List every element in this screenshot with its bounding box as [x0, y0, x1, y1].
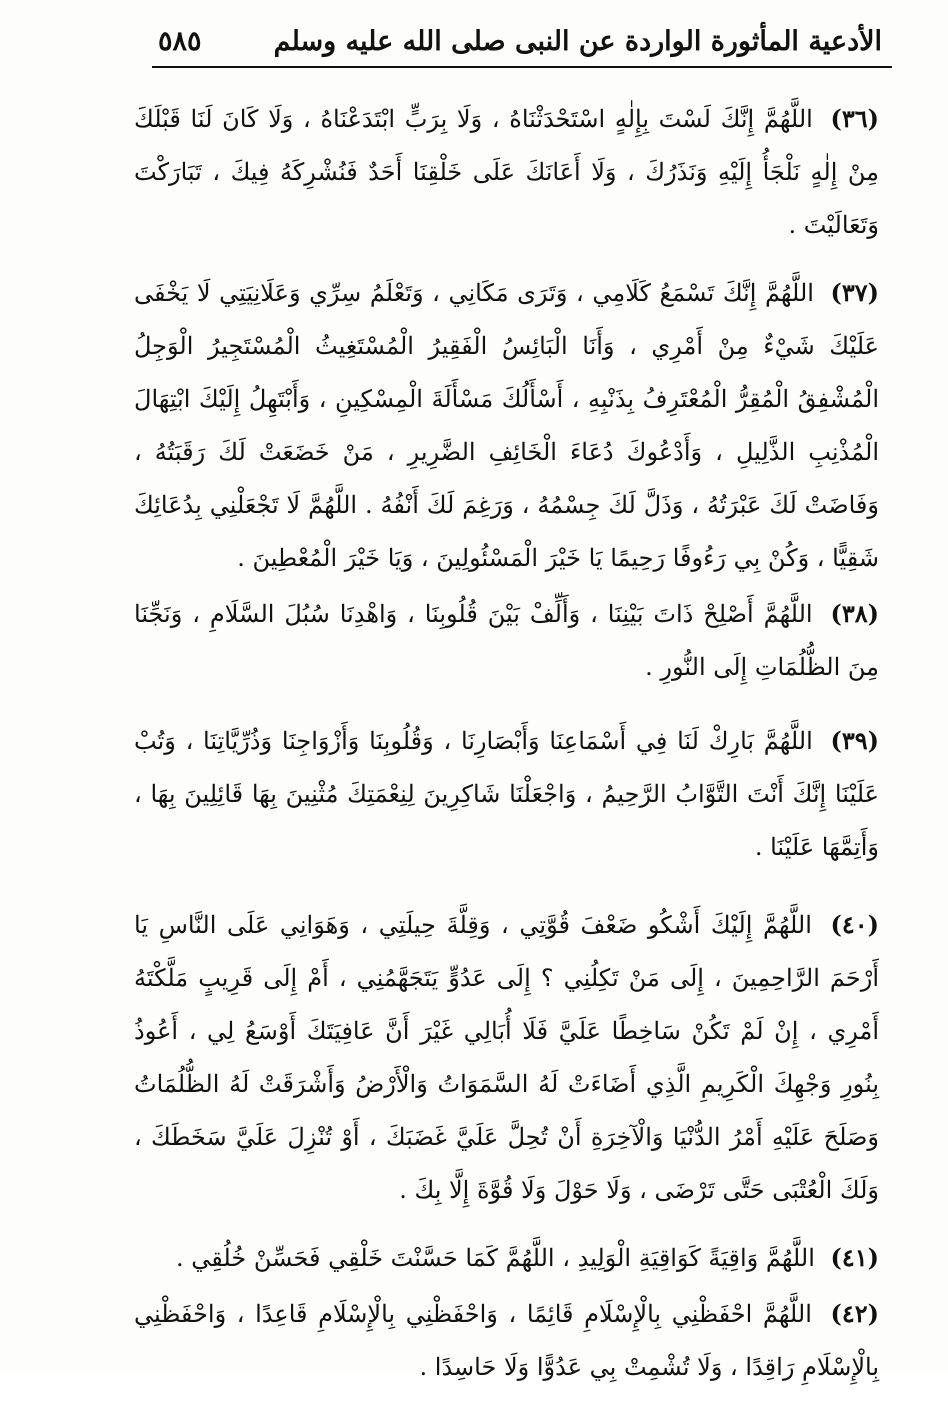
supplication-number: (٤٢) — [830, 1299, 879, 1328]
supplication-text: اللَّهُمَّ أَصْلِحْ ذَاتَ بَيْنِنَا ، وَأَلِّفْ بَيْنَ قُلُوبِنَا ، وَاهْدِنَا سُبُلَ السَّلَامِ ، وَنَجِّنَا مِنَ الظُّلُمَاتِ إِلَى النُّورِ . — [134, 600, 879, 681]
supplication-number: (٣٧) — [830, 278, 879, 307]
supplication-text: اللَّهُمَّ إِلَيْكَ أَشْكُو ضَعْفَ قُوَّتِي ، وَقِلَّةَ حِيلَتِي ، وَهَوَانِي عَلَى النَّاسِ يَا أَرْحَمَ الرَّاحِمِينَ ، إِلَى مَنْ تَكِلُنِي ؟ إِلَى عَدُوٍّ يَتَجَهَّمُنِي ، أَمْ إِلَى قَرِيبٍ مَلَّكْتَهُ أَمْرِي ، إِنْ لَمْ تَكُنْ سَاخِطًا عَلَيَّ فَلَا أُبَالِي غَيْرَ أَنَّ عَافِيَتَكَ أَوْسَعُ لِي ، أَعُوذُ بِنُورِ وَجْهِكَ الْكَرِيمِ الَّذِي أَضَاءَتْ لَهُ السَّمَوَاتُ وَالْأَرْضُ وَأَشْرَقَتْ لَهُ الظُّلُمَاتُ وَصَلَحَ عَلَيْهِ أَمْرُ الدُّنْيَا وَالْآخِرَةِ أَنْ تُحِلَّ عَلَيَّ غَضَبَكَ ، أَوْ تُنْزِلَ عَلَيَّ سَخَطَكَ ، وَلَكَ الْعُتْبَى حَتَّى تَرْضَى ، وَلَا حَوْلَ وَلَا قُوَّةَ إِلَّا بِكَ . — [134, 911, 879, 1204]
supplication-number: (٤١) — [830, 1243, 879, 1272]
page-number: ٥٨٥ — [158, 26, 202, 57]
supplications-list — [134, 92, 879, 1402]
supplication-text: اللَّهُمَّ إِنَّكَ لَسْتَ بِإِلٰهٍ اسْتَحْدَثْنَاهُ ، وَلَا بِرَبٍّ ابْتَدَعْنَاهُ ، وَلَا كَانَ لَنَا قَبْلَكَ مِنْ إِلٰهٍ نَلْجَأُ إِلَيْهِ وَنَذَرُكَ ، وَلَا أَعَانَكَ عَلَى خَلْقِنَا أَحَدٌ فَنُشْرِكَهُ فِيكَ ، تَبَارَكْتَ وَتَعَالَيْتَ . — [134, 105, 879, 239]
supplication-number: (٤٠) — [830, 910, 879, 939]
supplication-39 — [134, 714, 879, 874]
supplication-40 — [134, 898, 879, 1217]
supplication-number: (٣٨) — [830, 599, 879, 628]
supplication-36 — [134, 92, 879, 252]
supplication-text: اللَّهُمَّ وَاقِيَةً كَوَاقِيَةِ الْوَلِيدِ ، اللَّهُمَّ كَمَا حَسَّنْتَ خَلْقِي فَحَسِّنْ خُلُقِي . — [176, 1244, 815, 1272]
supplication-text: اللَّهُمَّ احْفَظْنِي بِالْإِسْلَامِ قَائِمًا ، وَاحْفَظْنِي بِالْإِسْلَامِ قَاعِدًا ، وَاحْفَظْنِي بِالْإِسْلَامِ رَاقِدًا ، وَلَا تُشْمِتْ بِي عَدُوًّا وَلَا حَاسِدًا . — [134, 1300, 879, 1381]
supplication-42 — [134, 1287, 879, 1394]
supplication-41 — [134, 1231, 879, 1285]
supplication-number: (٣٦) — [830, 104, 879, 133]
running-title: الأدعية المأثورة الواردة عن النبى صلى الله عليه وسلم — [273, 26, 882, 57]
header-divider — [152, 66, 892, 68]
supplication-number: (٣٩) — [830, 726, 879, 755]
page-header — [150, 22, 892, 66]
supplication-38 — [134, 587, 879, 694]
supplication-text: اللَّهُمَّ بَارِكْ لَنَا فِي أَسْمَاعِنَا وَأَبْصَارِنَا ، وَقُلُوبِنَا وَأَزْوَاجِنَا وَذُرِّيَّاتِنَا ، وَتُبْ عَلَيْنَا إِنَّكَ أَنْتَ التَّوَّابُ الرَّحِيمُ ، وَاجْعَلْنَا شَاكِرِينَ لِنِعْمَتِكَ مُثْنِينَ بِهَا قَائِلِينَ بِهَا ، وَأَتِمَّهَا عَلَيْنَا . — [134, 727, 879, 861]
supplication-37 — [134, 266, 879, 585]
supplication-text: اللَّهُمَّ إِنَّكَ تَسْمَعُ كَلَامِي ، وَتَرَى مَكَانِي ، وَتَعْلَمُ سِرِّي وَعَلَانِيَتِي لَا يَخْفَى عَلَيْكَ شَيْءٌ مِنْ أَمْرِي ، وَأَنَا الْبَائِسُ الْفَقِيرُ الْمُسْتَغِيثُ الْمُسْتَجِيرُ الْوَجِلُ الْمُشْفِقُ الْمُقِرُّ الْمُعْتَرِفُ بِذَنْبِهِ ، أَسْأَلُكَ مَسْأَلَةَ الْمِسْكِينِ ، وَأَبْتَهِلُ إِلَيْكَ ابْتِهَالَ الْمُذْنِبِ الذَّلِيلِ ، وَأَدْعُوكَ دُعَاءَ الْخَائِفِ الضَّرِيرِ ، مَنْ خَضَعَتْ لَكَ رَقَبَتُهُ ، وَفَاضَتْ لَكَ عَبْرَتُهُ ، وَذَلَّ لَكَ جِسْمُهُ ، وَرَغِمَ لَكَ أَنْفُهُ . اللَّهُمَّ لَا تَجْعَلْنِي بِدُعَائِكَ شَقِيًّا ، وَكُنْ بِي رَءُوفًا رَحِيمًا يَا خَيْرَ الْمَسْئُولِينَ ، وَيَا خَيْرَ الْمُعْطِينَ . — [134, 279, 880, 572]
